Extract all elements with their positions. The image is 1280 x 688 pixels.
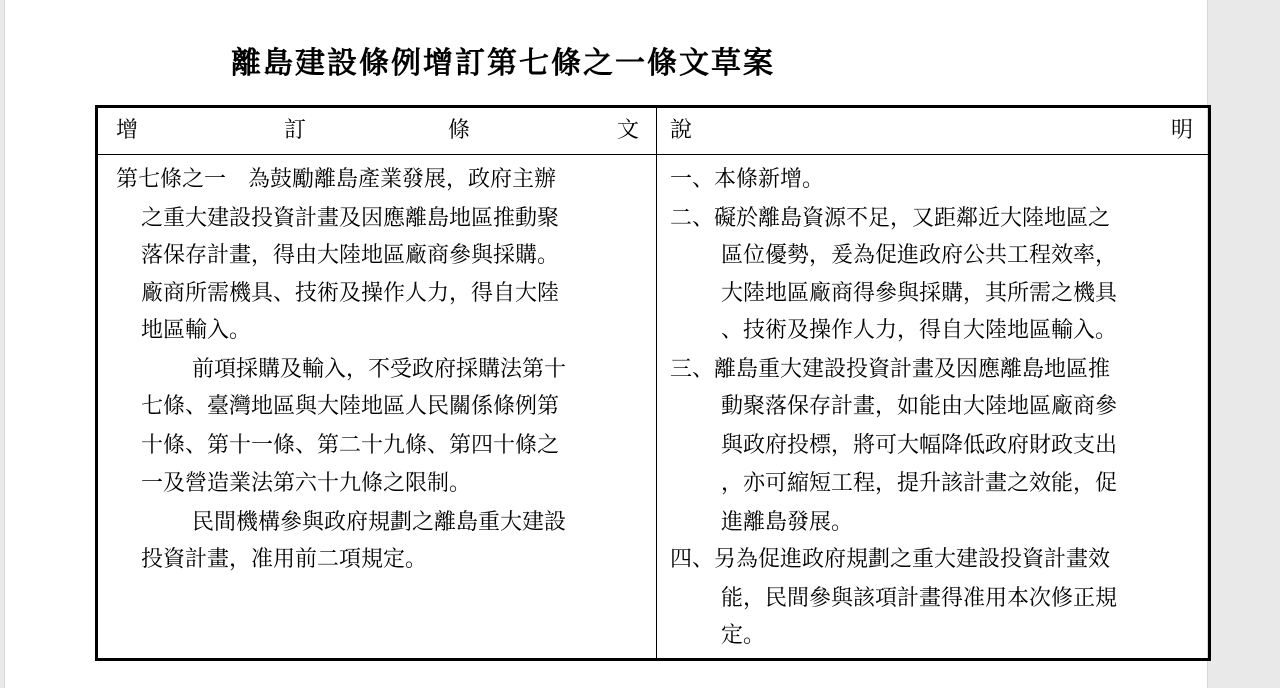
amendment-table — [95, 105, 1211, 661]
explanation-line: ，亦可縮短工程，提升該計畫之效能，促 — [721, 471, 1118, 496]
header-right-char: 明 — [1171, 118, 1194, 143]
article-line: 十條、第十一條、第二十九條、第四十條之 — [141, 433, 560, 458]
article-text-cell — [98, 155, 657, 658]
header-left-char: 訂 — [284, 118, 307, 143]
article-line: 民間機構參與政府規劃之離島重大建設 — [192, 510, 567, 535]
explanation-line: 二、礙於離島資源不足，又距鄰近大陸地區之 — [670, 206, 1111, 231]
article-line: 一及營造業法第六十九條之限制。 — [141, 471, 472, 496]
header-left-char: 增 — [116, 118, 139, 143]
article-line: 廠商所需機具、技術及操作人力，得自大陸 — [141, 281, 560, 306]
header-left-char: 條 — [448, 118, 471, 143]
explanation-line: 定。 — [721, 623, 766, 648]
article-line: 七條、臺灣地區與大陸地區人民關係條例第 — [141, 394, 560, 419]
explanation-line: 與政府投標，將可大幅降低政府財政支出 — [721, 433, 1118, 458]
article-line: 前項採購及輸入，不受政府採購法第十 — [192, 357, 567, 382]
document-title: 離島建設條例增訂第七條之一條文草案 — [231, 46, 775, 81]
header-amended-article — [98, 108, 657, 155]
explanation-line: 能，民間參與該項計畫得准用本次修正規 — [721, 586, 1118, 611]
article-line: 地區輸入。 — [141, 318, 252, 343]
document-page — [4, 0, 1208, 688]
explanation-text-cell — [657, 155, 1208, 658]
explanation-line: 區位優勢，爰為促進政府公共工程效率， — [721, 243, 1118, 268]
article-line: 投資計畫，准用前二項規定。 — [141, 547, 428, 572]
explanation-line: 動聚落保存計畫，如能由大陸地區廠商參 — [721, 394, 1118, 419]
explanation-line: 三、離島重大建設投資計畫及因應離島地區推 — [670, 357, 1111, 382]
explanation-line: 進離島發展。 — [721, 510, 854, 535]
article-line: 落保存計畫，得由大陸地區廠商參與採購。 — [141, 243, 560, 268]
header-right-char: 說 — [670, 118, 693, 143]
article-line: 之重大建設投資計畫及因應離島地區推動聚 — [141, 206, 560, 231]
header-left-char: 文 — [617, 118, 640, 143]
explanation-line: 一、本條新增。 — [670, 167, 825, 192]
article-line: 第七條之一 為鼓勵離島產業發展，政府主辦 — [116, 167, 557, 192]
explanation-line: 、技術及操作人力，得自大陸地區輸入。 — [721, 318, 1118, 343]
header-explanation — [657, 108, 1208, 155]
explanation-line: 大陸地區廠商得參與採購，其所需之機具 — [721, 281, 1118, 306]
explanation-line: 四、另為促進政府規劃之重大建設投資計畫效 — [670, 547, 1111, 572]
